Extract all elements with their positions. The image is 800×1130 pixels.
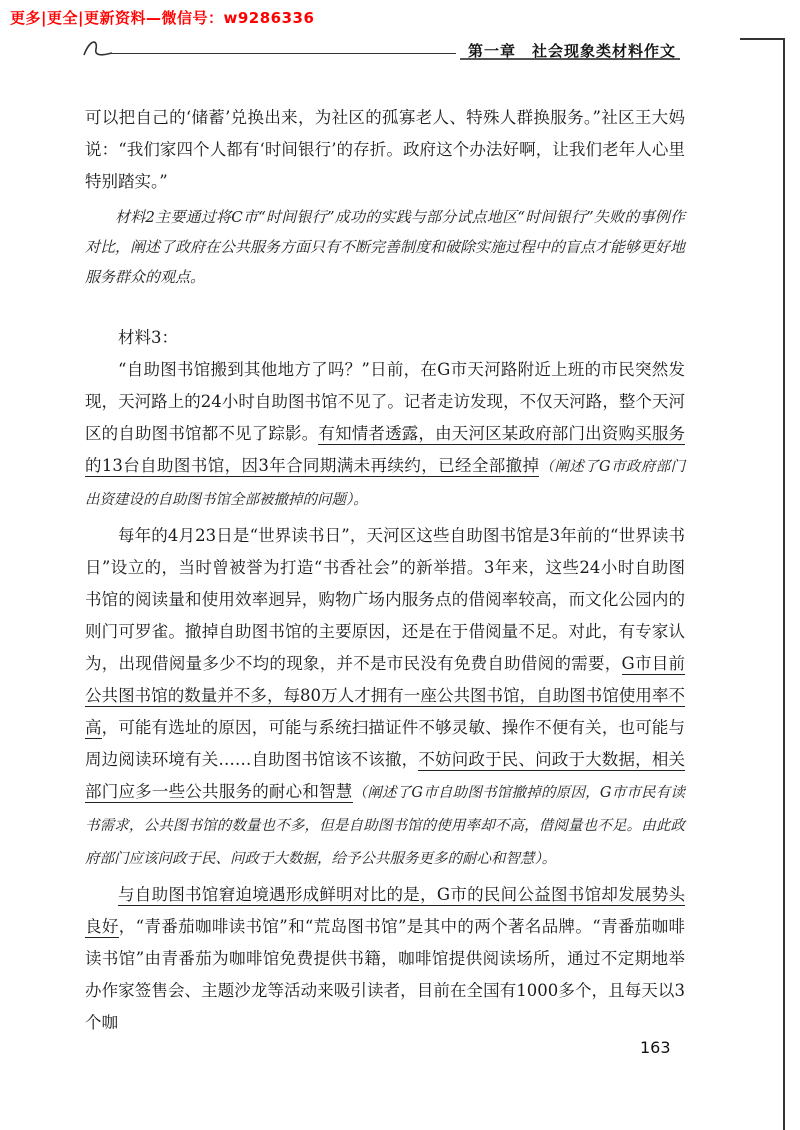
header-swirl-ornament xyxy=(82,35,116,59)
section-gap xyxy=(85,292,685,318)
underlined-text: 不妨问政于民、问政于大数据，相关部门应多一些公共服务的耐心和智慧 xyxy=(85,750,686,801)
watermark-text: 更多|更全|更新资料—微信号：w9286336 xyxy=(10,9,315,27)
text-segment: ，“青番茄咖啡读书馆”和“荒岛图书馆”是其中的两个著名品牌。“青番茄咖啡读书馆”由青番茄为咖啡馆免费提供书籍，咖啡馆提供阅读场所，通过不定期地举办作家签售会、主题沙龙等活动来吸引读者，目前在全国有1000多个，且每天以3个咖 xyxy=(85,917,686,1032)
underlined-text: G市目前公共图书馆的数量并不多，每80万人才拥有一座公共图书馆，自助图书馆使用率不高 xyxy=(85,654,685,737)
text-segment: ，可能有选址的原因，可能与系统扫描证件不够灵敏、操作不便有关，也可能与周边阅读环境有关……自助图书馆该不该撤， xyxy=(85,718,686,769)
annotation-text: （阐述了G市自助图书馆撤掉的原因，G市市民有读书需求，公共图书馆的数量也不多，但是自助图书馆的使用率却不高，借阅量也不足。由此政府部门应该问政于民、问政于大数据，给予公共服务更多的耐心和智慧）。 xyxy=(85,785,686,867)
material-3-heading: 材料3： xyxy=(118,328,178,347)
underlined-text: 与自助图书馆窘迫境遇形成鲜明对比的是，G市的民间公益图书馆却发展势头良好 xyxy=(85,885,685,936)
header-underline xyxy=(460,58,680,60)
page-body xyxy=(85,102,685,1039)
text-segment: “自助图书馆搬到其他地方了吗？”日前，在G市天河路附近上班的市民突然发现，天河路上的24小时自助图书馆不见了。记者走访发现，不仅天河路，整个天河区的自助图书馆都不见了踪影。 xyxy=(85,360,685,443)
header-rule xyxy=(110,53,456,54)
page-frame-top xyxy=(740,38,783,40)
underlined-text: 有知情者透露，由天河区某政府部门出资购买服务的13台自助图书馆，因3年合同期满未再续约，已经全部撤掉 xyxy=(85,424,686,475)
page-frame-right xyxy=(783,38,785,1130)
material-3-paragraph-3 xyxy=(85,879,685,1039)
material-3-paragraph-2 xyxy=(85,520,685,875)
material-3-paragraph-1 xyxy=(85,354,685,516)
annotation-text: （阐述了G市政府部门出资建设的自助图书馆全部被撤掉的问题）。 xyxy=(85,459,685,508)
text-segment: 每年的4月23日是“世界读书日”，天河区这些自助图书馆是3年前的“世界读书日”设立的，当时曾被誉为打造“书香社会”的新举措。3年来，这些24小时自助图书馆的阅读量和使用效率迥异，购物广场内服务点的借阅率较高，而文化公园内的则门可罗雀。撤掉自助图书馆的主要原因，还是在于借阅量不足。对此，有专家认为，出现借阅量多少不均的现象，并不是市民没有免费自助借阅的需要， xyxy=(85,526,685,673)
analysis-note-material-2: 材料2主要通过将C市“时间银行”成功的实践与部分试点地区“时间银行”失败的事例作对比，阐述了政府在公共服务方面只有不断完善制度和破除实施过程中的盲点才能够更好地服务群众的观点。 xyxy=(85,208,686,286)
page-number: 163 xyxy=(640,1038,671,1057)
paragraph-continuation: 可以把自己的‘储蓄’兑换出来，为社区的孤寡老人、特殊人群换服务。”社区王大妈说：“我们家四个人都有‘时间银行’的存折。政府这个办法好啊，让我们老年人心里特别踏实。” xyxy=(85,108,685,191)
chapter-title: 第一章 社会现象类材料作文 xyxy=(468,42,677,60)
